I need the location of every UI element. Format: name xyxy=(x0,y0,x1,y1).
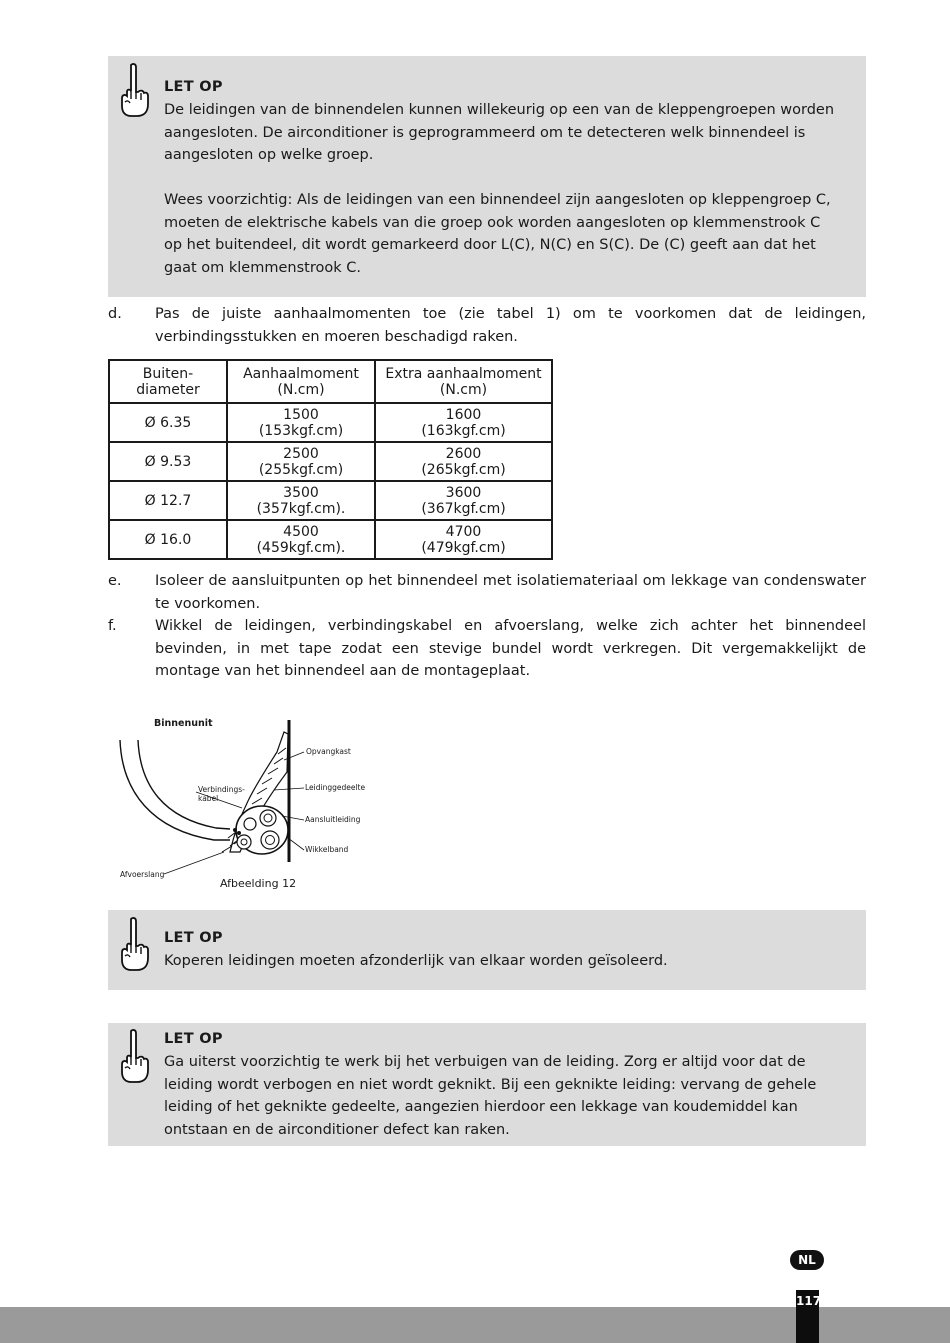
step-marker: d. xyxy=(108,306,122,322)
note-title: LET OP xyxy=(164,79,223,95)
table-cell: 2500 (255kgf.cm) xyxy=(227,442,375,481)
warning-note-2 xyxy=(108,910,866,990)
table-header: Aanhaalmoment (N.cm) xyxy=(227,360,375,403)
figure-label-verbindingskabel: Verbindings- kabel xyxy=(198,785,245,803)
note-paragraph: Wees voorzichtig: Als de leidingen van een binnendeel zijn aangesloten op kleppengroep C, moeten de elektrische kabels van die groep ook worden aangesloten op klemmenstrook C op het buitendeel, dit wordt gemarkeerd door L(C), N(C) en S(C). De (C) geeft aan dat het gaat om klemmenstrook C. xyxy=(164,192,831,276)
note-title: LET OP xyxy=(164,1031,223,1047)
step-text: Isoleer de aansluitpunten op het binnendeel met isolatiemateriaal om lekkage van condenswater te voorkomen. xyxy=(155,573,866,612)
step-text: Pas de juiste aanhaalmomenten toe (zie tabel 1) om te voorkomen dat de leidingen, verbindingsstukken en moeren beschadigd raken. xyxy=(155,306,866,345)
note-title: LET OP xyxy=(164,930,223,946)
note-paragraph: De leidingen van de binnendelen kunnen willekeurig op een van de kleppengroepen worden aangesloten. De airconditioner is geprogrammeerd om te detecteren welk binnendeel is aangesloten op welke groep. xyxy=(164,102,835,163)
figure-title: Binnenunit xyxy=(154,718,213,729)
table-cell: Ø 12.7 xyxy=(109,481,227,520)
table-cell: 3600 (367kgf.cm) xyxy=(375,481,552,520)
pointing-hand-icon xyxy=(117,916,151,974)
figure-label-aansluitleiding: Aansluitleiding xyxy=(305,815,361,824)
table-header: Extra aanhaalmoment (N.cm) xyxy=(375,360,552,403)
language-badge: NL xyxy=(790,1250,824,1270)
table-cell: 2600 (265kgf.cm) xyxy=(375,442,552,481)
step-e xyxy=(108,570,866,615)
figure-label-opvangkast: Opvangkast xyxy=(306,747,351,756)
table-cell: Ø 9.53 xyxy=(109,442,227,481)
step-text: Wikkel de leidingen, verbindingskabel en afvoerslang, welke zich achter het binnendeel bevinden, in met tape zodat een stevige bundel wordt verkregen. Dit vergemakkelijkt de montage van het binnendeel aan de montageplaat. xyxy=(155,618,866,679)
note-text: Koperen leidingen moeten afzonderlijk van elkaar worden geïsoleerd. xyxy=(164,953,668,969)
step-marker: f. xyxy=(108,618,117,634)
figure-label-wikkelband: Wikkelband xyxy=(305,845,349,854)
table-header-row xyxy=(109,360,552,403)
note-text: Ga uiterst voorzichtig te werk bij het verbuigen van de leiding. Zorg er altijd voor dat de leiding wordt verbogen en niet wordt geknikt. Bij een geknikte leiding: vervang de gehele leiding of het geknikte gedeelte, aangezien hierdoor een lekkage van koudemiddel kan ontstaan en de airconditioner defect kan raken. xyxy=(164,1054,817,1138)
table-cell: 1500 (153kgf.cm) xyxy=(227,403,375,442)
torque-table xyxy=(108,359,553,560)
step-marker: e. xyxy=(108,573,122,589)
installation-figure xyxy=(112,712,382,897)
table-row xyxy=(109,520,552,559)
table-header: Buiten- diameter xyxy=(109,360,227,403)
warning-note-1 xyxy=(108,56,866,297)
figure-label-afvoerslang: Afvoerslang xyxy=(120,870,165,879)
warning-note-3 xyxy=(108,1023,866,1146)
step-f xyxy=(108,615,866,683)
table-cell: 3500 (357kgf.cm). xyxy=(227,481,375,520)
pointing-hand-icon xyxy=(117,1028,151,1086)
step-d xyxy=(108,303,866,348)
table-cell: 4500 (459kgf.cm). xyxy=(227,520,375,559)
figure-caption: Afbeelding 12 xyxy=(220,877,297,890)
figure-label-leidinggedeelte: Leidinggedeelte xyxy=(305,783,366,792)
pipe-bundle-illustration xyxy=(112,712,382,882)
table-row xyxy=(109,403,552,442)
table-row xyxy=(109,442,552,481)
table-cell: Ø 16.0 xyxy=(109,520,227,559)
table-cell: 1600 (163kgf.cm) xyxy=(375,403,552,442)
table-cell: Ø 6.35 xyxy=(109,403,227,442)
page-number: 117 xyxy=(796,1290,819,1343)
pointing-hand-icon xyxy=(117,62,151,120)
table-row xyxy=(109,481,552,520)
table-cell: 4700 (479kgf.cm) xyxy=(375,520,552,559)
